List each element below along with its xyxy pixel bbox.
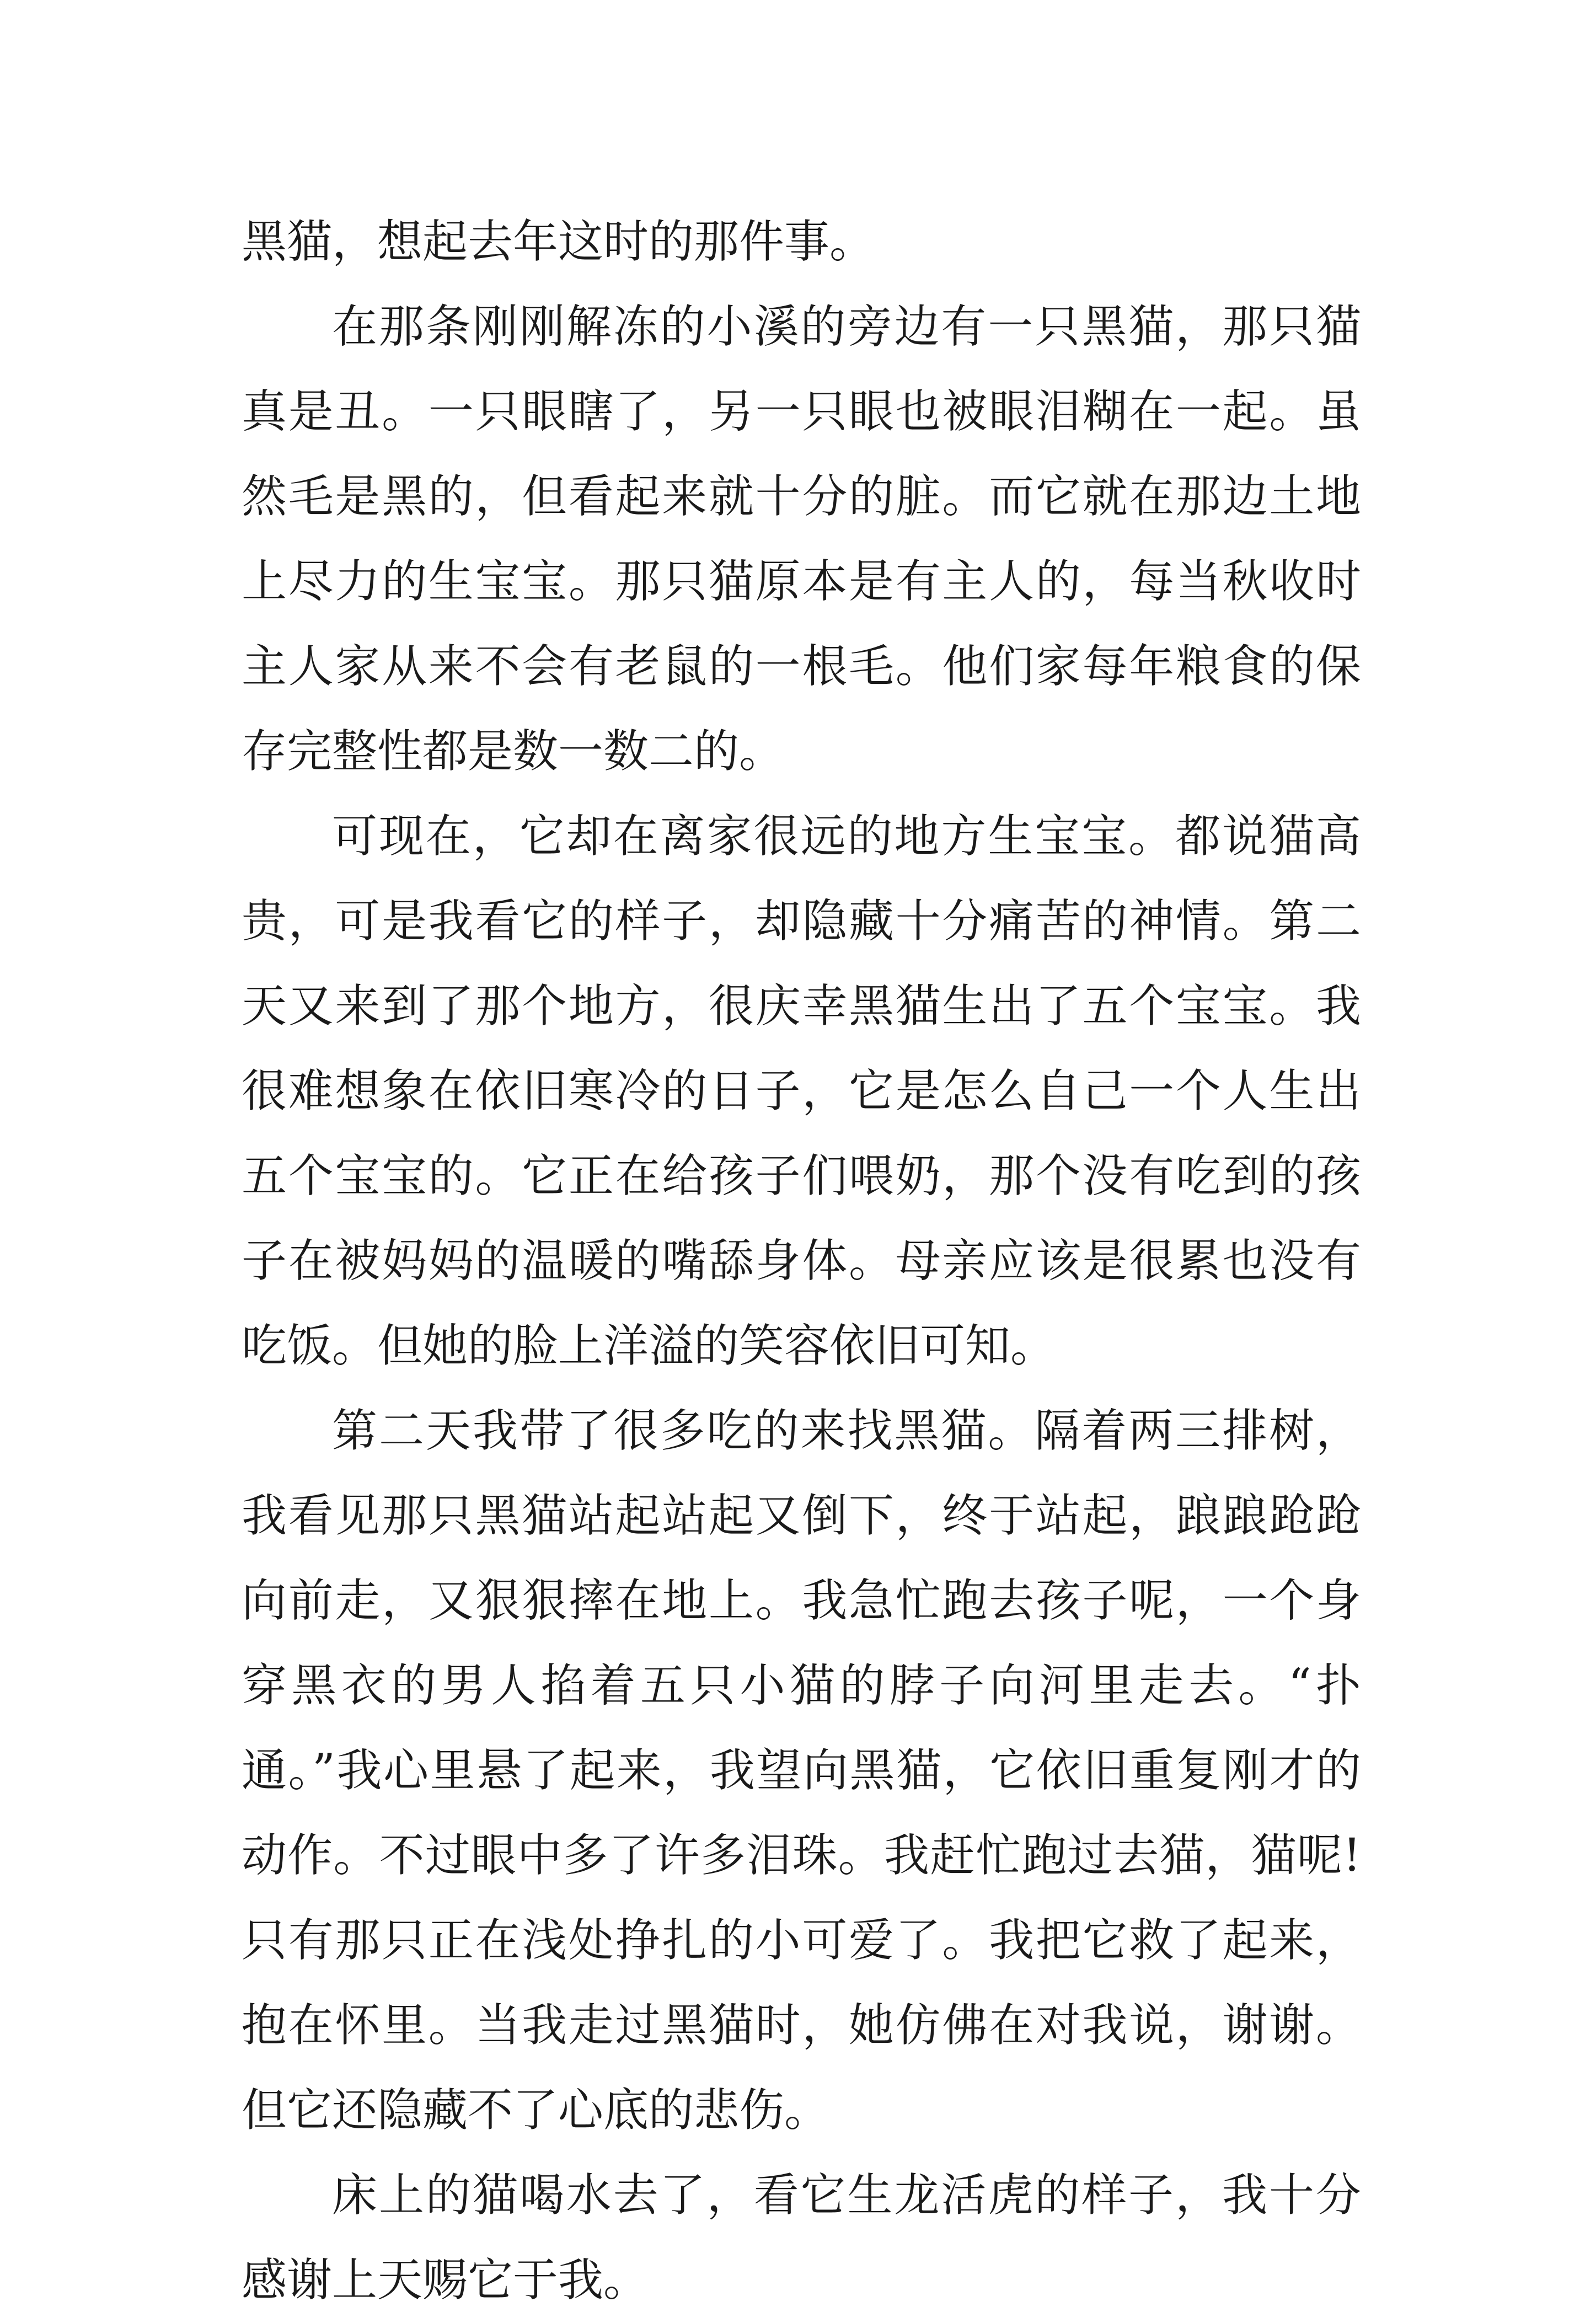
- paragraph-1: 黑猫，想起去年这时的那件事。: [242, 216, 875, 268]
- document-body: [242, 200, 1361, 2323]
- paragraph-3: 可现在，它却在离家很远的地方生宝宝。都说猫高贵，可是我看它的样子，却隐藏十分痛苦的神情。第二天又来到了那个地方，很庆幸黑猫生出了五个宝宝。我很难想象在依旧寒冷的日子，它是怎么自己一个人生出五个宝宝的。它正在给孩子们喂奶，那个没有吃到的孩子在被妈妈的温暖的嘴舔身体。母亲应该是很累也没有吃饭。但她的脸上洋溢的笑容依旧可知。: [242, 810, 1361, 1372]
- paragraph-5: 床上的猫喝水去了，看它生龙活虎的样子，我十分感谢上天赐它于我。: [242, 2169, 1361, 2306]
- paragraph-2: 在那条刚刚解冻的小溪的旁边有一只黑猫，那只猫真是丑。一只眼瞎了，另一只眼也被眼泪糊在一起。虽然毛是黑的，但看起来就十分的脏。而它就在那边土地上尽力的生宝宝。那只猫原本是有主人的，每当秋收时主人家从来不会有老鼠的一根毛。他们家每年粮食的保存完整性都是数一数二的。: [242, 301, 1361, 778]
- paragraph-4: 第二天我带了很多吃的来找黑猫。隔着两三排树，我看见那只黑猫站起站起又倒下，终于站起，踉踉跄跄向前走，又狠狠摔在地上。我急忙跑去孩子呢，一个身穿黑衣的男人掐着五只小猫的脖子向河里走去。“扑通。”我心里悬了起来，我望向黑猫，它依旧重复刚才的动作。不过眼中多了许多泪珠。我赶忙跑过去猫，猫呢!只有那只正在浅处挣扎的小可爱了。我把它救了起来，抱在怀里。当我走过黑猫时，她仿佛在对我说，谢谢。但它还隐藏不了心底的悲伤。: [242, 1405, 1361, 2137]
